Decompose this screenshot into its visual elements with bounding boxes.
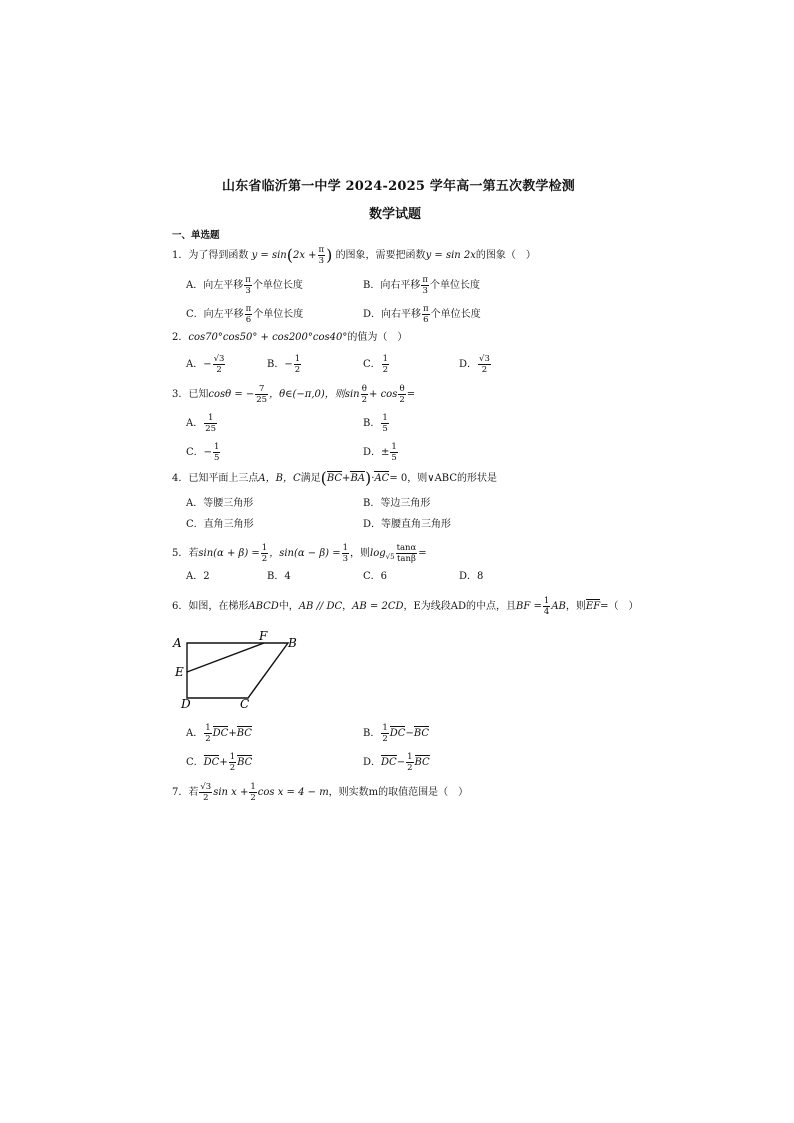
opt-label: D． [363,447,382,458]
q6-abcd: ABCD [248,601,279,612]
q6-ab2: AB [551,601,566,612]
opt-op: − [405,728,414,739]
fraction [361,384,368,405]
frac-num: 1 [407,752,413,762]
frac-den: 25 [205,424,217,434]
fraction [398,384,405,405]
q4-plus: + [342,473,351,484]
option-a[interactable] [186,275,303,296]
paper-title: 山东省临沂第一中学 2024-2025 学年高一第五次教学检测 [222,179,576,194]
q1-func1: y = sin [251,250,287,261]
frac-num: π [318,245,325,255]
frac-den: 6 [245,315,252,325]
frac-den: tanβ [396,554,416,564]
q6-then: ，则 [565,601,586,612]
fraction [249,782,256,803]
q6-bf: BF = [516,601,542,612]
question-1 [172,245,536,266]
frac-num: 7 [255,384,268,395]
option-b[interactable] [363,723,429,744]
fraction [478,354,491,375]
frac-den: 2 [216,365,222,375]
frac-num: 1 [205,723,211,733]
frac-num: 1 [261,543,268,553]
opt-tail: 个单位长度 [253,309,304,320]
option-d[interactable]: D．等腰直角三角形 [363,519,452,530]
q3-range: ，θ∈(−π,0)，则 [269,389,345,400]
frac-num: √3 [479,354,490,364]
option-d[interactable]: D．8 [459,571,484,582]
frac-den: 2 [229,763,236,773]
frac-den: 2 [399,395,405,405]
frac-den: 2 [361,395,368,405]
section-heading: 一、单选题 [172,230,220,241]
opt-label: B． [363,418,381,429]
paper-subtitle: 数学试题 [369,207,422,222]
question-number: 1． [172,250,189,261]
frac-den: 4 [543,607,550,617]
opt-label: A．向左平移 [186,280,244,291]
fraction [255,384,268,405]
fraction [318,245,326,266]
frac-num: 1 [250,782,256,792]
frac-num: 1 [204,413,217,424]
q1-mid: 的图象，需要把函数 [335,250,426,261]
segment-ef [187,643,264,672]
frac-num: 1 [382,723,388,733]
vector-dc: DC [381,757,397,768]
opt-sign: ± [381,447,390,458]
vector-bc: BC [413,728,430,739]
vector-bc: BC [236,728,252,739]
question-number: 3． [172,389,189,400]
opt-sign: − [203,359,212,370]
opt-sign: − [203,447,213,458]
opt-label: D． [459,359,478,370]
vector-dc: DC [389,728,406,739]
fraction [381,413,388,434]
vertex-label-f: F [259,629,268,643]
option-a[interactable]: A．2 [186,571,210,582]
option-a[interactable]: A．等腰三角形 [186,498,254,509]
opt-op: + [228,728,237,739]
q4-eq0: = 0 [389,473,408,484]
frac-num: π [423,304,429,314]
q6-ab: AB = 2CD [352,601,404,612]
q6-text3: ，E为线段AD的中点，且 [403,601,517,612]
question-5 [172,543,427,564]
fraction [204,413,217,434]
q6-par: AB // DC [298,601,343,612]
fraction [342,543,349,564]
q6-comma: ， [342,601,353,612]
option-b[interactable]: B．4 [267,571,291,582]
opt-label: C． [186,757,204,768]
frac-den: 6 [423,315,429,325]
frac-num: 1 [382,354,389,364]
opt-tail: 个单位长度 [430,309,481,320]
option-c[interactable]: C．直角三角形 [186,519,254,530]
question-number: 7． [172,787,189,798]
option-c[interactable] [186,752,252,773]
vertex-label-e: E [175,665,184,679]
q5-log: log [370,548,386,559]
vertex-label-c: C [240,697,250,710]
q4-dot: · [371,473,375,484]
frac-den: 2 [407,763,413,773]
question-number: 6． [172,601,189,612]
q6-eq: =（ ） [600,601,639,612]
frac-den: 2 [481,365,488,375]
option-d[interactable] [363,752,430,773]
vector-bc: BC [326,473,343,484]
frac-den: 3 [422,286,428,296]
frac-num: 1 [543,596,550,606]
fraction [204,723,211,744]
vector-bc: BC [237,757,253,768]
q5-base: √5 [385,553,395,561]
option-a[interactable] [186,354,226,375]
question-number: 2． [172,332,189,343]
option-c[interactable] [186,304,303,325]
vector-bc: BC [414,757,430,768]
trapezoid-figure [170,628,310,710]
frac-den: 3 [318,256,325,266]
q7-cx: cos x = 4 − m [257,787,329,798]
frac-num: tanα [396,543,417,553]
opt-tail: 个单位长度 [252,280,303,291]
fraction [390,442,397,463]
frac-den: 3 [245,286,251,296]
q2-expr: cos70°cos50° + cos200°cos40° [188,332,348,343]
fraction [421,275,429,296]
paren-close: ) [326,245,333,265]
option-c[interactable] [186,442,221,463]
fraction [245,304,253,325]
question-4 [172,468,497,488]
q5-s1: sin(α + β) = [198,548,260,559]
q2-post: 的值为（ ） [347,332,408,343]
q4-mid: 满足 [300,473,321,484]
fraction [294,354,301,375]
opt-label: A． [186,359,204,370]
option-b[interactable] [363,413,390,434]
paren-open: ( [286,245,293,265]
fraction [229,752,236,773]
trapezoid-outline [187,643,288,698]
opt-label: B．向右平移 [363,280,421,291]
option-a[interactable] [186,413,218,434]
option-b[interactable]: B．等边三角形 [363,498,431,509]
q3-plus: + cos [369,389,398,400]
q4-pts: A，B，C [258,473,301,484]
frac-num: θ [399,384,405,394]
q1-pre: 为了得到函数 [188,250,249,261]
q7-sx: sin x + [213,787,249,798]
q3-cos: cosθ = − [208,389,255,400]
q1-post: 的图象（ ） [475,250,536,261]
frac-num: π [245,275,251,285]
frac-num: 1 [382,413,388,423]
question-7 [172,782,468,803]
option-c[interactable] [363,354,390,375]
vector-dc: DC [212,728,229,739]
frac-den: 25 [256,395,268,405]
fraction [261,543,268,564]
option-d[interactable] [363,442,399,463]
fraction [213,442,220,463]
question-2 [172,331,407,345]
q6-text1: 如图，在梯形 [188,601,249,612]
vertex-label-d: D [181,697,191,710]
opt-op: + [219,757,228,768]
vertex-label-b: B [288,636,297,650]
fraction [244,275,252,296]
fraction [381,723,388,744]
question-6 [172,596,639,617]
q5-eq: = [418,548,427,559]
option-d[interactable] [459,354,492,375]
vector-ef: EF [585,601,601,612]
fraction [382,354,389,375]
frac-den: 2 [261,554,268,564]
frac-den: 2 [205,734,211,744]
opt-label: D． [363,757,382,768]
frac-den: 5 [214,453,220,463]
frac-den: 2 [382,365,389,375]
fraction [199,782,212,803]
q4-pre: 已知平面上三点 [188,473,259,484]
frac-den: 5 [391,453,397,463]
frac-den: 5 [382,424,388,434]
frac-num: θ [361,384,367,394]
fraction [406,752,413,773]
q6-text2: 中， [278,601,299,612]
q4-post: ，则∨ABC的形状是 [407,473,497,484]
option-d[interactable] [363,304,481,325]
option-a[interactable] [186,723,252,744]
frac-den: 2 [294,365,301,375]
opt-label: C． [363,359,381,370]
frac-den: 2 [250,793,256,803]
opt-label: C．向左平移 [186,309,244,320]
opt-label: B． [267,359,285,370]
q5-s2: ，sin(α − β) = [269,548,341,559]
option-b[interactable] [267,354,302,375]
fraction [213,354,226,375]
frac-den: 3 [342,554,349,564]
frac-num: 1 [229,752,236,762]
frac-num: π [422,275,428,285]
opt-label: B． [363,728,381,739]
opt-label: A． [186,418,204,429]
q5-pre: 若 [188,548,199,559]
question-3 [172,384,415,405]
frac-num: 1 [294,354,301,364]
fraction [396,543,418,564]
frac-num: 1 [214,442,220,452]
q3-pre: 已知 [188,389,209,400]
frac-num: π [245,304,252,314]
frac-den: 2 [382,734,388,744]
q7-pre: 若 [188,787,199,798]
option-b[interactable] [363,275,480,296]
frac-den: 2 [203,793,209,803]
question-number: 5． [172,548,189,559]
vector-dc: DC [203,757,220,768]
opt-tail: 个单位长度 [429,280,480,291]
opt-sign: − [284,359,293,370]
paren-open: ( [320,468,327,488]
frac-num: √3 [200,782,212,792]
frac-num: √3 [213,354,225,364]
opt-label: A． [186,728,204,739]
q1-inner: 2x + [292,250,317,261]
option-c[interactable]: C．6 [363,571,388,582]
opt-op: − [396,757,406,768]
q5-post: ，则 [350,548,371,559]
opt-label: D．向右平移 [363,309,422,320]
frac-num: 1 [391,442,397,452]
fraction [543,596,550,617]
frac-num: 1 [342,543,349,553]
vertex-label-a: A [173,636,182,650]
q1-func2: y = sin 2x [425,250,476,261]
question-number: 4． [172,473,189,484]
paren-close: ) [365,468,372,488]
fraction [422,304,430,325]
opt-label: C． [186,447,204,458]
q3-sin: sin [344,389,360,400]
vector-ac: AC [374,473,390,484]
q3-eq: = [406,389,416,400]
vector-ba: BA [350,473,366,484]
q7-post: ，则实数m的取值范围是（ ） [328,787,469,798]
